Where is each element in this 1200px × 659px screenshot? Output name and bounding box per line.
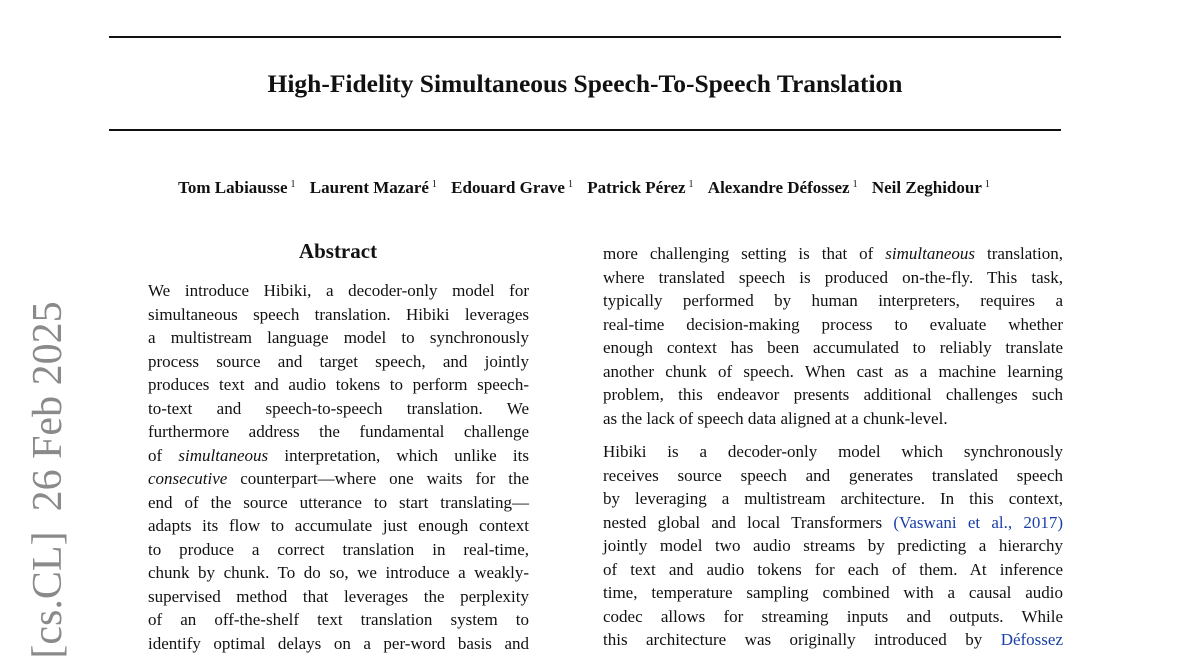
text-run: enough context has been accumulated to reliably translate: [603, 338, 1063, 357]
text-run: counterpart—where one waits for the: [227, 469, 529, 488]
text-run: We introduce Hibiki, a decoder-only model for: [148, 281, 529, 300]
text-line: [148, 420, 529, 444]
author-name: Tom Labiausse: [178, 178, 288, 197]
text-run: of text and audio tokens for each of them. At inference: [603, 559, 1063, 579]
text-line: [148, 514, 529, 538]
text-line: [603, 313, 1063, 337]
citation-link[interactable]: Défossez: [1000, 630, 1063, 649]
author-name: Laurent Mazaré: [309, 178, 429, 197]
author-name: Alexandre Défossez: [707, 178, 850, 197]
text-line: [603, 464, 1063, 488]
text-line: [148, 491, 529, 515]
text-line: [148, 397, 529, 421]
text-run: time, temperature sampling combined with a causal audio: [603, 583, 1063, 602]
abstract-body: [148, 279, 529, 655]
text-line: [148, 561, 529, 585]
author-name: Neil Zeghidour: [871, 178, 982, 197]
text-run: real-time decision-making process to evaluate whether: [603, 314, 1063, 334]
text-line: [603, 534, 1063, 558]
author-list: [0, 174, 1168, 199]
title-rule-top: [109, 36, 1061, 38]
text-run: nested global and local Transformers: [603, 512, 894, 532]
paper-title: High-Fidelity Simultaneous Speech-To-Speech Translation: [267, 69, 903, 98]
author: [708, 178, 858, 197]
abstract-heading: Abstract: [298, 239, 378, 263]
text-run: as the lack of speech data aligned at a chunk-level.: [603, 408, 948, 428]
emphasized-text: consecutive: [148, 469, 228, 488]
text-line: [148, 585, 529, 609]
text-run: where translated speech is produced on-the-fly. This task,: [603, 267, 1063, 287]
text-line: [603, 581, 1063, 605]
author-affiliation: 1: [431, 179, 437, 190]
text-line: [148, 608, 529, 632]
text-line: [603, 383, 1063, 407]
text-line: [148, 444, 529, 468]
citation-link[interactable]: (Vaswani et al., 2017): [893, 512, 1063, 532]
author-affiliation: 1: [688, 179, 694, 190]
author-affiliation: 1: [984, 179, 990, 190]
author: [178, 178, 295, 197]
author: [451, 178, 573, 197]
text-run: to-text and speech-to-speech translation. We: [148, 398, 529, 418]
text-run: adapts its flow to accumulate just enough context: [148, 516, 529, 535]
author: [872, 178, 990, 197]
arxiv-category: [cs.CL]: [25, 531, 71, 659]
author: [587, 178, 693, 197]
text-run: codec allows for streaming inputs and outputs. While: [603, 606, 1063, 626]
arxiv-stamp: [25, 301, 71, 658]
text-run: chunk by chunk. To do so, we introduce a weakly-: [148, 563, 529, 582]
text-line: [148, 303, 529, 327]
text-run: jointly model two audio streams by predicting a hierarchy: [603, 536, 1063, 555]
text-line: [148, 467, 529, 491]
text-run: process source and target speech, and jointly: [148, 351, 529, 371]
author-affiliation: 1: [290, 179, 296, 190]
text-run: another chunk of speech. When cast as a machine learning: [603, 361, 1063, 381]
text-line: [603, 289, 1063, 313]
author-affiliation: 1: [852, 179, 858, 190]
text-line: [603, 266, 1063, 290]
text-line: [603, 242, 1063, 266]
author-affiliation: 1: [567, 179, 573, 190]
text-line: [603, 487, 1063, 511]
text-run: this architecture was originally introduced by: [603, 630, 1001, 649]
text-run: more challenging setting is that of: [603, 244, 886, 263]
text-line: [603, 511, 1063, 535]
text-line: [148, 632, 529, 656]
text-line: [148, 373, 529, 397]
text-run: by leveraging a multistream architecture. In this context,: [603, 489, 1063, 508]
text-run: translation,: [975, 244, 1063, 263]
text-run: simultaneous speech translation. Hibiki leverages: [148, 304, 529, 324]
author: [310, 178, 437, 197]
text-run: end of the source utterance to start translating—: [148, 492, 529, 512]
text-line: [148, 538, 529, 562]
text-run: produces text and audio tokens to perform speech-: [148, 375, 529, 394]
emphasized-text: simultaneous: [885, 244, 976, 263]
text-run: supervised method that leverages the perplexity: [148, 586, 529, 606]
author-name: Edouard Grave: [451, 178, 565, 197]
text-run: typically performed by human interpreters, requires a: [603, 291, 1063, 310]
text-run: problem, this endeavor presents additional challenges such: [603, 385, 1063, 404]
author-name: Patrick Pérez: [587, 178, 686, 197]
text-run: a multistream language model to synchronously: [148, 328, 529, 347]
text-run: of: [148, 445, 179, 465]
text-line: [603, 605, 1063, 629]
text-line: [148, 350, 529, 374]
text-run: identify optimal delays on a per-word basis and: [148, 633, 529, 653]
text-run: to produce a correct translation in real-time,: [148, 539, 529, 559]
text-run: Hibiki is a decoder-only model which synchronously: [603, 442, 1063, 461]
text-line: [603, 558, 1063, 582]
text-line: [603, 440, 1063, 464]
emphasized-text: simultaneous: [178, 445, 269, 465]
title-rule-bottom: [109, 129, 1061, 131]
intro-paragraph: [603, 440, 1063, 652]
text-line: [603, 407, 1063, 431]
text-line: [148, 326, 529, 350]
arxiv-date: 26 Feb 2025: [25, 301, 71, 512]
text-run: interpretation, which unlike its: [268, 445, 529, 465]
text-line: [603, 360, 1063, 384]
text-run: furthermore address the fundamental challenge: [148, 422, 529, 441]
text-run: receives source speech and generates translated speech: [603, 465, 1063, 485]
text-run: of an off-the-shelf text translation system to: [148, 610, 529, 629]
text-line: [148, 279, 529, 303]
intro-paragraph: [603, 242, 1063, 430]
text-line: [603, 336, 1063, 360]
